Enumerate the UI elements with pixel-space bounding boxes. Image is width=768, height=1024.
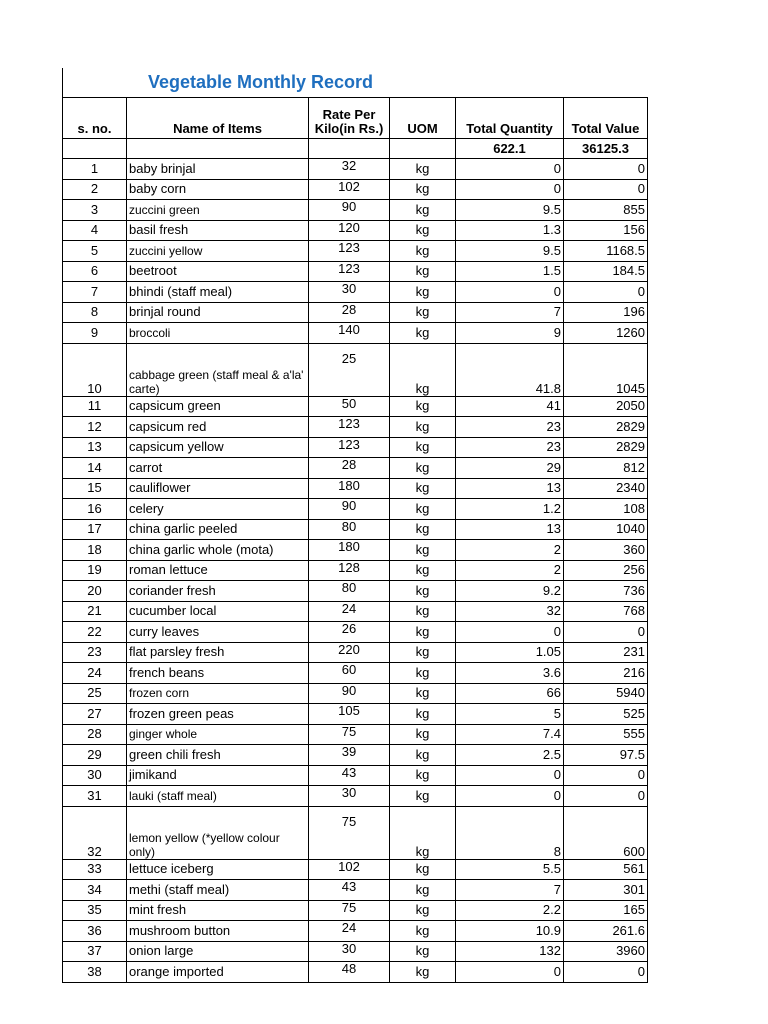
row-item-name: mint fresh bbox=[127, 900, 309, 921]
row-uom: kg bbox=[390, 282, 456, 303]
row-quantity: 1.05 bbox=[456, 642, 564, 663]
row-rate: 32 bbox=[309, 159, 390, 180]
table-row bbox=[63, 159, 648, 180]
row-sno: 27 bbox=[63, 704, 127, 725]
row-sno: 12 bbox=[63, 417, 127, 438]
row-sno: 1 bbox=[63, 159, 127, 180]
row-value: 5940 bbox=[564, 683, 648, 704]
row-quantity: 8 bbox=[456, 806, 564, 859]
row-rate: 80 bbox=[309, 581, 390, 602]
row-sno: 36 bbox=[63, 921, 127, 942]
row-value: 108 bbox=[564, 499, 648, 520]
table-row bbox=[63, 179, 648, 200]
row-value: 0 bbox=[564, 786, 648, 807]
row-item-name: onion large bbox=[127, 941, 309, 962]
table-row bbox=[63, 745, 648, 766]
row-rate: 80 bbox=[309, 519, 390, 540]
row-uom: kg bbox=[390, 941, 456, 962]
row-rate: 105 bbox=[309, 704, 390, 725]
row-uom: kg bbox=[390, 519, 456, 540]
row-item-name: zuccini green bbox=[127, 200, 309, 221]
row-value: 1260 bbox=[564, 323, 648, 344]
table-row bbox=[63, 704, 648, 725]
header-uom: UOM bbox=[390, 98, 456, 139]
row-quantity: 41.8 bbox=[456, 343, 564, 396]
row-value: 736 bbox=[564, 581, 648, 602]
row-quantity: 7 bbox=[456, 302, 564, 323]
row-rate: 50 bbox=[309, 396, 390, 417]
row-quantity: 13 bbox=[456, 478, 564, 499]
table-row bbox=[63, 396, 648, 417]
row-value: 3960 bbox=[564, 941, 648, 962]
row-rate: 24 bbox=[309, 601, 390, 622]
row-uom: kg bbox=[390, 302, 456, 323]
row-quantity: 0 bbox=[456, 159, 564, 180]
table-row bbox=[63, 323, 648, 344]
table-row bbox=[63, 859, 648, 880]
row-quantity: 0 bbox=[456, 962, 564, 983]
row-sno: 7 bbox=[63, 282, 127, 303]
row-item-name: basil fresh bbox=[127, 220, 309, 241]
row-quantity: 7.4 bbox=[456, 724, 564, 745]
row-item-name: capsicum yellow bbox=[127, 437, 309, 458]
table-row bbox=[63, 343, 648, 396]
row-item-name: roman lettuce bbox=[127, 560, 309, 581]
row-rate: 180 bbox=[309, 478, 390, 499]
header-qty: Total Quantity bbox=[456, 98, 564, 139]
header-rate: Rate Per Kilo(in Rs.) bbox=[309, 98, 390, 139]
row-sno: 15 bbox=[63, 478, 127, 499]
row-uom: kg bbox=[390, 786, 456, 807]
table-row bbox=[63, 241, 648, 262]
row-rate: 25 bbox=[309, 343, 390, 396]
row-quantity: 29 bbox=[456, 458, 564, 479]
table-row bbox=[63, 581, 648, 602]
row-rate: 28 bbox=[309, 458, 390, 479]
row-item-name: cabbage green (staff meal & a'la' carte) bbox=[127, 343, 309, 396]
row-value: 812 bbox=[564, 458, 648, 479]
row-value: 165 bbox=[564, 900, 648, 921]
row-rate: 75 bbox=[309, 806, 390, 859]
row-item-name: orange imported bbox=[127, 962, 309, 983]
table-row bbox=[63, 765, 648, 786]
table-row bbox=[63, 683, 648, 704]
row-value: 0 bbox=[564, 962, 648, 983]
row-rate: 43 bbox=[309, 880, 390, 901]
row-value: 156 bbox=[564, 220, 648, 241]
row-quantity: 2 bbox=[456, 540, 564, 561]
row-value: 97.5 bbox=[564, 745, 648, 766]
row-quantity: 132 bbox=[456, 941, 564, 962]
row-sno: 30 bbox=[63, 765, 127, 786]
table-row bbox=[63, 200, 648, 221]
row-uom: kg bbox=[390, 962, 456, 983]
row-quantity: 0 bbox=[456, 622, 564, 643]
row-quantity: 1.5 bbox=[456, 261, 564, 282]
table-row bbox=[63, 499, 648, 520]
row-quantity: 1.2 bbox=[456, 499, 564, 520]
row-item-name: brinjal round bbox=[127, 302, 309, 323]
row-sno: 33 bbox=[63, 859, 127, 880]
row-sno: 4 bbox=[63, 220, 127, 241]
row-value: 561 bbox=[564, 859, 648, 880]
row-item-name: carrot bbox=[127, 458, 309, 479]
row-item-name: flat parsley fresh bbox=[127, 642, 309, 663]
row-rate: 30 bbox=[309, 786, 390, 807]
row-value: 360 bbox=[564, 540, 648, 561]
row-quantity: 0 bbox=[456, 282, 564, 303]
row-uom: kg bbox=[390, 499, 456, 520]
table-row bbox=[63, 921, 648, 942]
row-value: 1040 bbox=[564, 519, 648, 540]
row-sno: 17 bbox=[63, 519, 127, 540]
row-sno: 10 bbox=[63, 343, 127, 396]
row-uom: kg bbox=[390, 601, 456, 622]
row-sno: 31 bbox=[63, 786, 127, 807]
row-uom: kg bbox=[390, 663, 456, 684]
row-quantity: 5.5 bbox=[456, 859, 564, 880]
row-sno: 25 bbox=[63, 683, 127, 704]
row-item-name: french beans bbox=[127, 663, 309, 684]
row-value: 196 bbox=[564, 302, 648, 323]
row-sno: 32 bbox=[63, 806, 127, 859]
row-sno: 20 bbox=[63, 581, 127, 602]
row-uom: kg bbox=[390, 581, 456, 602]
row-sno: 3 bbox=[63, 200, 127, 221]
row-value: 525 bbox=[564, 704, 648, 725]
row-sno: 19 bbox=[63, 560, 127, 581]
table-row bbox=[63, 302, 648, 323]
page-title: Vegetable Monthly Record bbox=[148, 72, 374, 92]
row-value: 600 bbox=[564, 806, 648, 859]
row-rate: 28 bbox=[309, 302, 390, 323]
row-item-name: green chili fresh bbox=[127, 745, 309, 766]
row-item-name: frozen corn bbox=[127, 683, 309, 704]
row-sno: 5 bbox=[63, 241, 127, 262]
row-uom: kg bbox=[390, 396, 456, 417]
row-quantity: 13 bbox=[456, 519, 564, 540]
table-row bbox=[63, 261, 648, 282]
total-value: 36125.3 bbox=[564, 139, 648, 159]
row-sno: 8 bbox=[63, 302, 127, 323]
row-quantity: 1.3 bbox=[456, 220, 564, 241]
row-rate: 90 bbox=[309, 200, 390, 221]
header-value: Total Value bbox=[564, 98, 648, 139]
row-uom: kg bbox=[390, 806, 456, 859]
table-row bbox=[63, 417, 648, 438]
table-row bbox=[63, 282, 648, 303]
row-quantity: 41 bbox=[456, 396, 564, 417]
row-item-name: curry leaves bbox=[127, 622, 309, 643]
row-uom: kg bbox=[390, 642, 456, 663]
row-item-name: china garlic whole (mota) bbox=[127, 540, 309, 561]
table-row bbox=[63, 786, 648, 807]
row-quantity: 9.2 bbox=[456, 581, 564, 602]
row-quantity: 0 bbox=[456, 786, 564, 807]
spreadsheet bbox=[62, 68, 647, 983]
row-rate: 123 bbox=[309, 417, 390, 438]
table-row bbox=[63, 724, 648, 745]
table-row bbox=[63, 560, 648, 581]
row-uom: kg bbox=[390, 880, 456, 901]
row-item-name: celery bbox=[127, 499, 309, 520]
table-row bbox=[63, 806, 648, 859]
row-item-name: broccoli bbox=[127, 323, 309, 344]
row-rate: 140 bbox=[309, 323, 390, 344]
row-sno: 34 bbox=[63, 880, 127, 901]
row-item-name: capsicum red bbox=[127, 417, 309, 438]
row-uom: kg bbox=[390, 220, 456, 241]
row-value: 768 bbox=[564, 601, 648, 622]
row-sno: 29 bbox=[63, 745, 127, 766]
row-uom: kg bbox=[390, 417, 456, 438]
row-value: 2829 bbox=[564, 417, 648, 438]
row-sno: 22 bbox=[63, 622, 127, 643]
row-rate: 26 bbox=[309, 622, 390, 643]
row-quantity: 7 bbox=[456, 880, 564, 901]
row-item-name: lemon yellow (*yellow colour only) bbox=[127, 806, 309, 859]
table-row bbox=[63, 540, 648, 561]
row-rate: 75 bbox=[309, 724, 390, 745]
row-item-name: china garlic peeled bbox=[127, 519, 309, 540]
row-rate: 128 bbox=[309, 560, 390, 581]
row-value: 216 bbox=[564, 663, 648, 684]
table-row bbox=[63, 642, 648, 663]
row-quantity: 66 bbox=[456, 683, 564, 704]
row-value: 0 bbox=[564, 159, 648, 180]
row-value: 0 bbox=[564, 622, 648, 643]
table-row bbox=[63, 663, 648, 684]
row-rate: 30 bbox=[309, 941, 390, 962]
header-name: Name of Items bbox=[127, 98, 309, 139]
row-rate: 24 bbox=[309, 921, 390, 942]
row-value: 2340 bbox=[564, 478, 648, 499]
row-rate: 90 bbox=[309, 683, 390, 704]
row-uom: kg bbox=[390, 323, 456, 344]
row-sno: 6 bbox=[63, 261, 127, 282]
row-rate: 123 bbox=[309, 261, 390, 282]
row-quantity: 5 bbox=[456, 704, 564, 725]
row-uom: kg bbox=[390, 704, 456, 725]
table-row bbox=[63, 519, 648, 540]
table-row bbox=[63, 458, 648, 479]
row-sno: 9 bbox=[63, 323, 127, 344]
row-item-name: ginger whole bbox=[127, 724, 309, 745]
table-row bbox=[63, 437, 648, 458]
vegetable-table bbox=[62, 97, 648, 983]
row-sno: 13 bbox=[63, 437, 127, 458]
row-value: 231 bbox=[564, 642, 648, 663]
row-sno: 38 bbox=[63, 962, 127, 983]
row-value: 301 bbox=[564, 880, 648, 901]
row-uom: kg bbox=[390, 179, 456, 200]
row-rate: 220 bbox=[309, 642, 390, 663]
row-rate: 60 bbox=[309, 663, 390, 684]
row-uom: kg bbox=[390, 900, 456, 921]
row-sno: 14 bbox=[63, 458, 127, 479]
row-sno: 24 bbox=[63, 663, 127, 684]
row-rate: 120 bbox=[309, 220, 390, 241]
row-uom: kg bbox=[390, 458, 456, 479]
row-rate: 102 bbox=[309, 179, 390, 200]
row-value: 256 bbox=[564, 560, 648, 581]
row-sno: 37 bbox=[63, 941, 127, 962]
row-quantity: 0 bbox=[456, 179, 564, 200]
row-uom: kg bbox=[390, 560, 456, 581]
row-uom: kg bbox=[390, 540, 456, 561]
row-value: 855 bbox=[564, 200, 648, 221]
row-value: 1045 bbox=[564, 343, 648, 396]
row-item-name: beetroot bbox=[127, 261, 309, 282]
row-quantity: 2 bbox=[456, 560, 564, 581]
row-item-name: methi (staff meal) bbox=[127, 880, 309, 901]
row-item-name: mushroom button bbox=[127, 921, 309, 942]
row-quantity: 3.6 bbox=[456, 663, 564, 684]
row-sno: 23 bbox=[63, 642, 127, 663]
row-sno: 11 bbox=[63, 396, 127, 417]
row-uom: kg bbox=[390, 622, 456, 643]
row-uom: kg bbox=[390, 200, 456, 221]
row-rate: 102 bbox=[309, 859, 390, 880]
row-item-name: cucumber local bbox=[127, 601, 309, 622]
row-rate: 180 bbox=[309, 540, 390, 561]
row-value: 1168.5 bbox=[564, 241, 648, 262]
row-sno: 18 bbox=[63, 540, 127, 561]
row-sno: 2 bbox=[63, 179, 127, 200]
row-item-name: coriander fresh bbox=[127, 581, 309, 602]
row-rate: 30 bbox=[309, 282, 390, 303]
row-rate: 43 bbox=[309, 765, 390, 786]
row-uom: kg bbox=[390, 437, 456, 458]
row-sno: 16 bbox=[63, 499, 127, 520]
row-uom: kg bbox=[390, 683, 456, 704]
row-uom: kg bbox=[390, 159, 456, 180]
row-quantity: 23 bbox=[456, 417, 564, 438]
row-quantity: 2.5 bbox=[456, 745, 564, 766]
table-row bbox=[63, 601, 648, 622]
row-value: 0 bbox=[564, 179, 648, 200]
row-sno: 21 bbox=[63, 601, 127, 622]
totals-row bbox=[63, 139, 648, 159]
row-uom: kg bbox=[390, 765, 456, 786]
row-item-name: jimikand bbox=[127, 765, 309, 786]
row-item-name: baby brinjal bbox=[127, 159, 309, 180]
title-row bbox=[62, 68, 647, 97]
row-sno: 35 bbox=[63, 900, 127, 921]
header-sno: s. no. bbox=[63, 98, 127, 139]
row-quantity: 9 bbox=[456, 323, 564, 344]
row-uom: kg bbox=[390, 241, 456, 262]
row-value: 261.6 bbox=[564, 921, 648, 942]
row-sno: 28 bbox=[63, 724, 127, 745]
table-row bbox=[63, 622, 648, 643]
row-value: 0 bbox=[564, 282, 648, 303]
row-uom: kg bbox=[390, 478, 456, 499]
row-quantity: 9.5 bbox=[456, 241, 564, 262]
row-quantity: 0 bbox=[456, 765, 564, 786]
table-row bbox=[63, 220, 648, 241]
header-row bbox=[63, 98, 648, 139]
row-rate: 123 bbox=[309, 241, 390, 262]
row-item-name: frozen green peas bbox=[127, 704, 309, 725]
row-uom: kg bbox=[390, 343, 456, 396]
row-value: 0 bbox=[564, 765, 648, 786]
row-rate: 39 bbox=[309, 745, 390, 766]
row-value: 2050 bbox=[564, 396, 648, 417]
table-row bbox=[63, 941, 648, 962]
row-uom: kg bbox=[390, 859, 456, 880]
row-item-name: baby corn bbox=[127, 179, 309, 200]
row-quantity: 2.2 bbox=[456, 900, 564, 921]
row-uom: kg bbox=[390, 745, 456, 766]
row-value: 555 bbox=[564, 724, 648, 745]
row-item-name: cauliflower bbox=[127, 478, 309, 499]
table-row bbox=[63, 962, 648, 983]
row-item-name: bhindi (staff meal) bbox=[127, 282, 309, 303]
row-rate: 90 bbox=[309, 499, 390, 520]
row-uom: kg bbox=[390, 921, 456, 942]
row-rate: 75 bbox=[309, 900, 390, 921]
table-row bbox=[63, 900, 648, 921]
row-value: 2829 bbox=[564, 437, 648, 458]
row-item-name: zuccini yellow bbox=[127, 241, 309, 262]
row-item-name: capsicum green bbox=[127, 396, 309, 417]
row-rate: 123 bbox=[309, 437, 390, 458]
row-uom: kg bbox=[390, 724, 456, 745]
row-value: 184.5 bbox=[564, 261, 648, 282]
row-item-name: lettuce iceberg bbox=[127, 859, 309, 880]
row-item-name: lauki (staff meal) bbox=[127, 786, 309, 807]
row-quantity: 10.9 bbox=[456, 921, 564, 942]
row-quantity: 9.5 bbox=[456, 200, 564, 221]
row-uom: kg bbox=[390, 261, 456, 282]
row-quantity: 32 bbox=[456, 601, 564, 622]
table-row bbox=[63, 478, 648, 499]
total-quantity: 622.1 bbox=[456, 139, 564, 159]
row-quantity: 23 bbox=[456, 437, 564, 458]
row-rate: 48 bbox=[309, 962, 390, 983]
table-row bbox=[63, 880, 648, 901]
